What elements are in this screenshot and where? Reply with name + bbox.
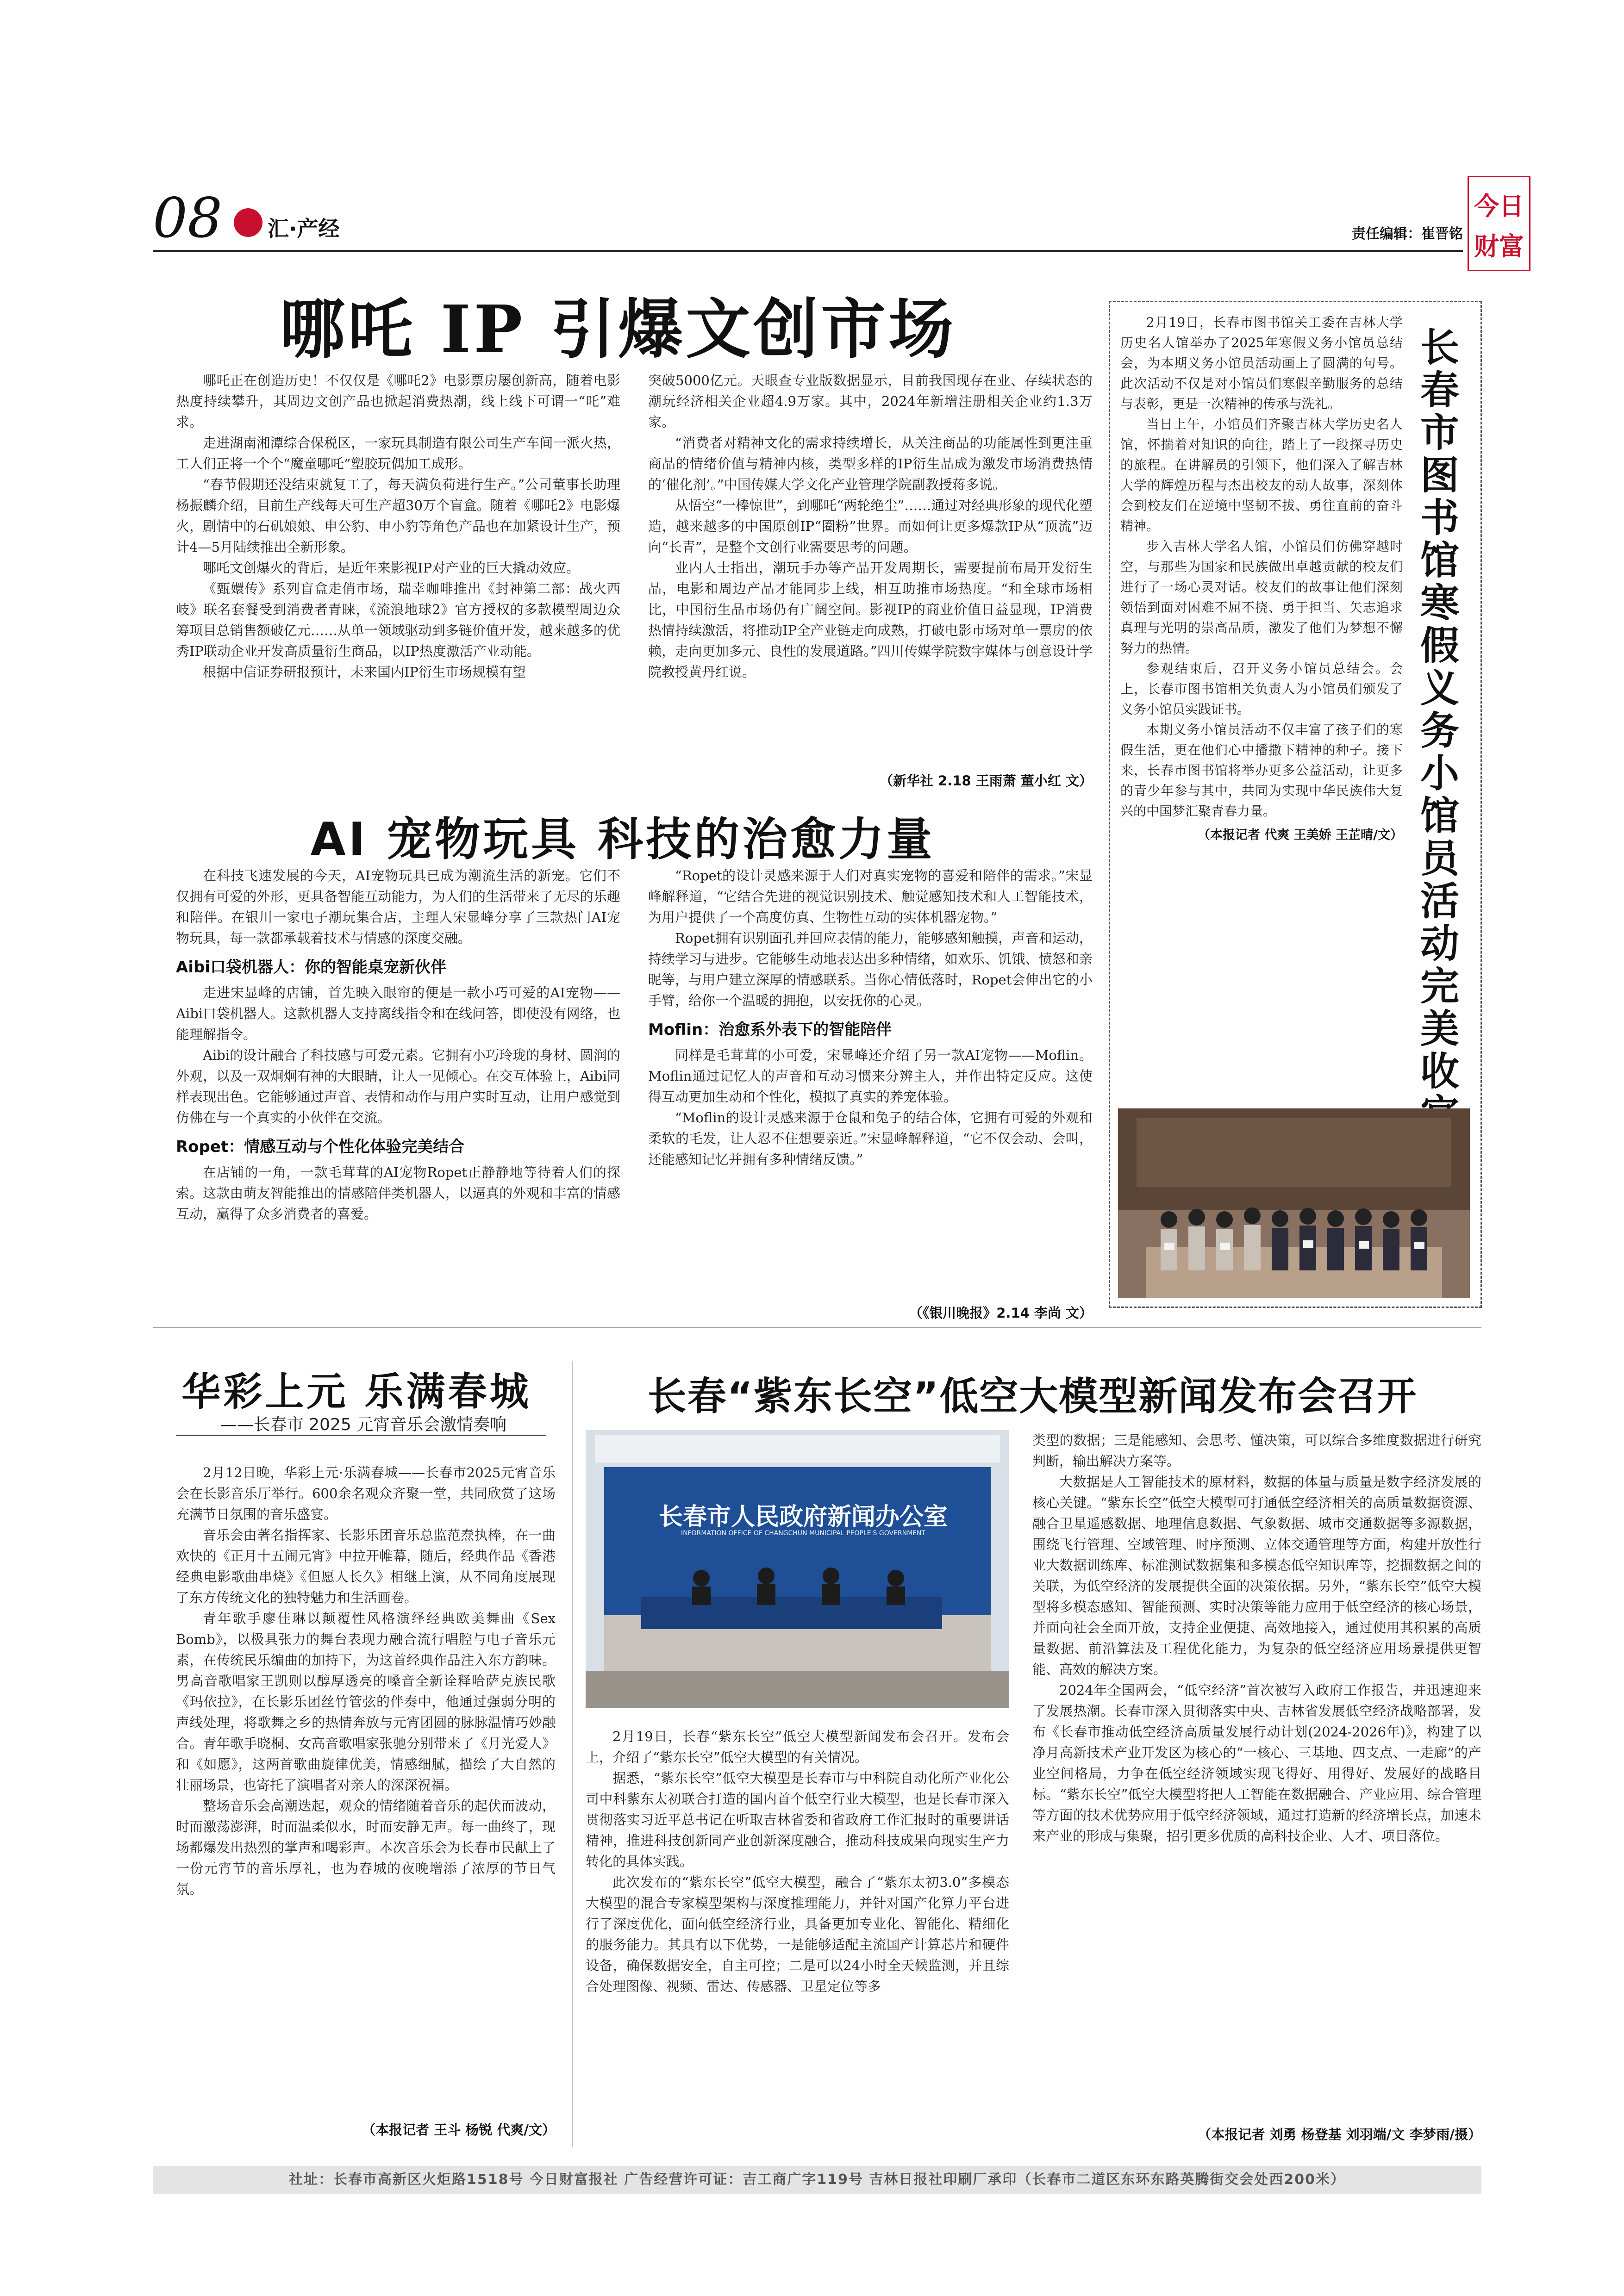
- sidebar-title-char: 收: [1420, 1049, 1459, 1094]
- press-backdrop-title: 长春市人民政府新闻办公室: [658, 1503, 948, 1531]
- paragraph: 本期义务小馆员活动不仅丰富了孩子们的寒假生活，更在他们心中播撒下精神的种子。接下来，长春市图书馆将举办更多公益活动，让更多的青少年参与其中，共同为实现中华民族伟大复兴的中国梦汇聚青春力量。: [1120, 722, 1403, 819]
- article1-title: 哪吒 IP 引爆文创市场: [280, 292, 956, 367]
- article2-subhead-2: Ropet：情感互动与个性化体验完美结合: [176, 1138, 465, 1156]
- sidebar-body: [1120, 312, 1403, 846]
- article4-col2: [1032, 1430, 1481, 1847]
- article1-col1: [176, 370, 620, 683]
- sidebar-title-char: 图: [1420, 453, 1459, 498]
- paragraph: 据悉，“紫东长空”低空大模型是长春市与中科院自动化所产业化公司中科紫东太初联合打造的国内首个低空行业大模型，也是长春市深入贯彻落实习近平总书记在听取吉林省委和省政府工作汇报时的重要讲话精神，推进科技创新同产业创新深度融合，推动科技成果向现实生产力转化的具体实践。: [586, 1770, 1009, 1869]
- paragraph: 青年歌手廖佳琳以颠覆性风格演绎经典欧美舞曲《Sex Bomb》，以极具张力的舞台表现力融合流行唱腔与电子音乐元素，在传统民乐编曲的加持下，为这首经典作品注入东方韵味。男高音歌唱家王凯则以醇厚透亮的嗓音全新诠释哈萨克族民歌《玛依拉》，在长影乐团丝竹管弦的伴奏中，他通过强弱分明的声线处理，将歌舞之乡的热情奔放与元宵团圆的脉脉温情巧妙融合。青年歌手晓桐、女高音歌唱家张驰分别带来了《月光爱人》和《如愿》，这两首歌曲旋律优美，情感细腻，描绘了大自然的壮丽场景，也寄托了演唱者对亲人的深深祝福。: [176, 1611, 556, 1793]
- sidebar-title-char: 书: [1420, 495, 1459, 541]
- paragraph: 2月19日，长春市图书馆关工委在吉林大学历史名人馆举办了2025年寒假义务小馆员总结会，为本期义务小馆员活动画上了圆满的句号。此次活动不仅是对小馆员们寒假辛勤服务的总结与表彰，更是一次精神的传承与洗礼。: [1120, 315, 1403, 411]
- paragraph: 《甄嬛传》系列盲盒走俏市场，瑞幸咖啡推出《封神第二部：战火西岐》联名套餐受到消费者青睐，《流浪地球2》官方授权的多款模型周边众筹项目总销售额破亿元……从单一领域驱动到多链价值开发，越来越多的优秀IP联动企业开发高质量衍生商品，以IP热度激活产业动能。: [176, 581, 620, 659]
- paragraph: 从悟空“一棒惊世”，到哪吒“两轮绝尘”……通过对经典形象的现代化塑造，越来越多的中国原创IP“圈粉”世界。而如何让更多爆款IP从“顶流”迈向“长青”，是整个文创行业需要思考的问题。: [648, 498, 1093, 555]
- paragraph: 此次发布的“紫东长空”低空大模型，融合了“紫东太初3.0”多模态大模型的混合专家模型架构与深度推理能力，并针对国产化算力平台进行了深度优化，面向低空经济行业，具备更加专业化、智能化、精细化的服务能力。其具有以下优势，一是能够适配主流国产计算芯片和硬件设备，确保数据安全，自主可控；二是可以24小时全天候监测，并且综合处理图像、视频、雷达、传感器、卫星定位等多: [586, 1874, 1009, 1994]
- article2-byline: （《银川晚报》2.14 李尚 文）: [909, 1305, 1093, 1321]
- article2-title: AI 宠物玩具 科技的治愈力量: [310, 813, 935, 866]
- footer-text: 社址：长春市高新区火炬路1518号 今日财富报社 广告经营许可证：吉工商广字119号 吉林日报社印刷厂承印（长春市二道区东环东路英腾街交会处西200米）: [288, 2172, 1346, 2188]
- press-photo-illustration: [586, 1430, 1009, 1708]
- paragraph: Ropet拥有识别面孔并回应表情的能力，能够感知触摸，声音和运动，持续学习与进步。它能够生动地表达出多种情绪，如欢乐、饥饿、愤怒和亲昵等，与用户建立深厚的情感联系。当你心情低落时，Ropet会伸出它的小手臂，给你一个温暖的拥抱，以安抚你的心灵。: [648, 930, 1093, 1008]
- sidebar-title-char: 动: [1420, 921, 1459, 966]
- sidebar-title-char: 义: [1420, 666, 1459, 711]
- paragraph: 哪吒文创爆火的背后，是近年来影视IP对产业的巨大撬动效应。: [203, 560, 580, 576]
- sidebar-title-char: 务: [1420, 708, 1459, 753]
- paragraph: 整场音乐会高潮迭起，观众的情绪随着音乐的起伏而波动，时而激荡澎湃，时而温柔似水，时而安静无声。每一曲终了，现场都爆发出热烈的掌声和喝彩声。本次音乐会为长春市民献上了一份元宵节的音乐厚礼，也为春城的夜晚增添了浓厚的节日气氛。: [176, 1798, 556, 1897]
- article4-col1: [586, 1726, 1009, 1997]
- press-conference-photo: [586, 1430, 1009, 1708]
- sidebar-title-char: 美: [1420, 1006, 1459, 1052]
- sidebar-title-char: 假: [1420, 623, 1459, 668]
- article1-col2: [648, 370, 1093, 683]
- sidebar-title-char: 市: [1420, 410, 1459, 455]
- article3-subtitle: ——长春市 2025 元宵音乐会激情奏响: [220, 1415, 507, 1434]
- header-rule: [153, 250, 1463, 252]
- section-logo-icon: [234, 208, 262, 237]
- paragraph: 在科技飞速发展的今天，AI宠物玩具已成为潮流生活的新宠。它们不仅拥有可爱的外形，更具备智能互动能力，为人们的生活带来了无尽的乐趣和陪伴。在银川一家电子潮玩集合店，主理人宋显峰分享了三款热门AI宠物玩具，每一款都承载着技术与情感的深度交融。: [176, 868, 620, 946]
- paragraph: 当日上午，小馆员们齐聚吉林大学历史名人馆，怀揣着对知识的向往，踏上了一段探寻历史的旅程。在讲解员的引领下，他们深入了解吉林大学的辉煌历程与杰出校友的动人故事，深刻体会到校友们在逆境中坚韧不拔、勇往直前的奋斗精神。: [1120, 417, 1403, 534]
- section-divider: [153, 1327, 1481, 1328]
- masthead-line-1: 今日: [1474, 192, 1524, 221]
- article4-title: 长春“紫东长空”低空大模型新闻发布会召开: [647, 1374, 1418, 1419]
- article2-subhead-3: Moflin：治愈系外表下的智能陪伴: [648, 1020, 892, 1039]
- article2-subhead-1: Aibi口袋机器人：你的智能桌宠新伙伴: [176, 958, 446, 977]
- paragraph: “Moflin的设计灵感来源于仓鼠和兔子的结合体，它拥有可爱的外观和柔软的毛发，让人忍不住想要亲近。”宋显峰解释道，“它不仅会动、会叫，还能感知记忆并拥有多种情绪反馈。”: [648, 1110, 1093, 1167]
- sidebar-title-char: 春: [1420, 367, 1459, 413]
- paragraph: 2024年全国两会，“低空经济”首次被写入政府工作报告，并迅速迎来了发展热潮。长春市深入贯彻落实中央、吉林省发展低空经济战略部署，发布《长春市推动低空经济高质量发展行动计划(2024-2026年)》，构建了以净月高新技术产业开发区为核心的“一核心、三基地、四支点、一走廊”的产业空间格局，力争在低空经济领域实现飞得好、用得好、发展好的战略目标。“紫东长空”低空大模型将把人工智能在数据融合、产业应用、综合管理等方面的技术优势应用于低空经济领域，通过打造新的经济增长点，加速未来产业的形成与集聚，招引更多优质的高科技企业、人才、项目落位。: [1032, 1682, 1481, 1844]
- paragraph: 哪吒正在创造历史！不仅仅是《哪吒2》电影票房屡创新高，随着电影热度持续攀升，其周边文创产品也掀起消费热潮，线上线下可谓一“吒”难求。: [176, 373, 620, 430]
- paragraph: “春节假期还没结束就复工了，每天满负荷进行生产。”公司董事长助理杨振麟介绍，目前生产线每天可生产超30万个盲盒。随着《哪吒2》电影爆火，剧情中的石矶娘娘、申公豹、申小豹等角色产品也在加紧设计生产，预计4—5月陆续推出全新形象。: [176, 477, 620, 555]
- page-number: 08: [153, 186, 223, 250]
- paragraph: 根据中信证券研报预计，未来国内IP衍生市场规模有望: [203, 664, 526, 680]
- sidebar-title-char: 完: [1420, 964, 1459, 1009]
- paragraph: 音乐会由著名指挥家、长影乐团音乐总监范焘执棒，在一曲欢快的《正月十五闹元宵》中拉开帷幕，随后，经典作品《香港经典电影歌曲串烧》《但愿人长久》相继上演，从不同角度展现了东方传统文化的独特魅力和生活画卷。: [176, 1527, 556, 1605]
- library-group-photo: [1118, 1108, 1470, 1298]
- paragraph: 2月19日，长春“紫东长空”低空大模型新闻发布会召开。发布会上，介绍了“紫东长空”低空大模型的有关情况。: [586, 1729, 1009, 1765]
- paragraph: 2月12日晚，华彩上元·乐满春城——长春市2025元宵音乐会在长影音乐厅举行。600余名观众齐聚一堂，共同欣赏了这场充满节日氛围的音乐盛宴。: [176, 1465, 556, 1522]
- sidebar-title-char: 寒: [1420, 580, 1459, 626]
- article3-body: [176, 1462, 556, 1900]
- paragraph: 步入吉林大学名人馆，小馆员们仿佛穿越时空，与那些为国家和民族做出卓越贡献的校友们进行了一场心灵对话。校友们的故事让他们深刻领悟到面对困难不屈不挠、勇于担当、矢志追求真理与光明的崇高品质，激发了他们为梦想不懈努力的热情。: [1120, 539, 1403, 656]
- sidebar-title-char: 活: [1420, 878, 1459, 924]
- paragraph: 类型的数据；三是能感知、会思考、懂决策，可以综合多维度数据进行研究判断，输出解决方案等。: [1032, 1432, 1481, 1469]
- sidebar-title-char: 员: [1420, 836, 1459, 881]
- article2-col2: [648, 865, 1093, 1170]
- sidebar-title: [1412, 326, 1468, 1135]
- section-name: 汇·产经: [268, 216, 340, 241]
- article3-title: 华彩上元 乐满春城: [181, 1369, 531, 1414]
- footer-bar: [153, 2166, 1481, 2194]
- sidebar-title-char: 长: [1420, 325, 1459, 370]
- article3-underline: [176, 1435, 546, 1436]
- paragraph: “消费者对精神文化的需求持续增长，从关注商品的功能属性到更注重商品的情绪价值与精神内核，类型多样的IP衍生品成为激发市场消费热情的‘催化剂’。”中国传媒大学文化产业管理学院副教授蒋多说。: [648, 435, 1093, 492]
- paragraph: “Ropet的设计灵感来源于人们对真实宠物的喜爱和陪伴的需求。”宋显峰解释道，“它结合先进的视觉识别技术、触觉感知技术和人工智能技术，为用户提供了一个高度仿真、生物性互动的实体机器宠物。”: [648, 868, 1093, 925]
- masthead-line-2: 财富: [1474, 232, 1524, 261]
- library-photo-illustration: [1118, 1108, 1470, 1298]
- masthead-logo: [1468, 176, 1530, 271]
- paragraph: 同样是毛茸茸的小可爱，宋显峰还介绍了另一款AI宠物——Moflin。Moflin通过记忆人的声音和互动习惯来分辨主人，并作出特定反应。这使得互动更加生动和个性化，模拟了真实的养宠体验。: [648, 1047, 1093, 1105]
- paragraph: 突破5000亿元。天眼查专业版数据显示，目前我国现存在业、存续状态的潮玩经济相关企业超4.9万家。其中，2024年新增注册相关企业约1.3万家。: [648, 373, 1093, 430]
- paragraph: 大数据是人工智能技术的原材料，数据的体量与质量是数字经济发展的核心关键。“紫东长空”低空大模型可打通低空经济相关的高质量数据资源、融合卫星遥感数据、地理信息数据、气象数据、城市交通数据等多源数据，围绕飞行管理、空域管理、时序预测、立体交通管理等方面，构建开放性行业大数据训练库、标准测试数据集和多模态低空知识库等，挖掘数据之间的关联，为低空经济的发展提供全面的决策依据。另外，“紫东长空”低空大模型将多模态感知、智能预测、实时决策等能力应用于低空经济的核心场景，并面向社会全面开放，支持企业便捷、高效地接入，通过使用其积累的高质量数据、前沿算法及工程优化能力，为复杂的低空经济应用场景提供更智能、高效的解决方案。: [1032, 1474, 1481, 1677]
- paragraph: 业内人士指出，潮玩手办等产品开发周期长，需要提前布局开发衍生品，电影和周边产品才能同步上线，相互助推市场热度。“和全球市场相比，中国衍生品市场仍有广阔空间。影视IP的商业价值日益显现，IP消费热情持续激活，将推动IP全产业链走向成熟，打破电影市场对单一票房的依赖，走向更加多元、良性的发展道路。”四川传媒学院数字媒体与创意设计学院教授黄丹红说。: [648, 560, 1093, 680]
- sidebar-title-char: 馆: [1420, 793, 1459, 839]
- article1-byline: （新华社 2.18 王雨萧 董小红 文）: [880, 773, 1093, 789]
- column-separator: [572, 1361, 573, 2147]
- article2-col1: [176, 865, 620, 1225]
- sidebar-byline: （本报记者 代爽 王美娇 王芷晴/文）: [1197, 828, 1403, 842]
- paragraph: 走进宋显峰的店铺，首先映入眼帘的便是一款小巧可爱的AI宠物——Aibi口袋机器人。这款机器人支持离线指令和在线问答，即使没有网络，也能理解指令。: [176, 985, 620, 1042]
- paragraph: 在店铺的一角，一款毛茸茸的AI宠物Ropet正静静地等待着人们的探索。这款由萌友智能推出的情感陪伴类机器人，以逼真的外观和丰富的情感互动，赢得了众多消费者的喜爱。: [176, 1164, 620, 1222]
- paragraph: Aibi的设计融合了科技感与可爱元素。它拥有小巧玲珑的身材、圆润的外观，以及一双炯炯有神的大眼睛，让人一见倾心。在交互体验上，Aibi同样表现出色。它能够通过声音、表情和动作与用户实时互动，让用户感觉到仿佛在与一个真实的小伙伴在交流。: [176, 1047, 620, 1126]
- sidebar-title-char: 小: [1420, 751, 1459, 796]
- press-backdrop-subtitle: INFORMATION OFFICE OF CHANGCHUN MUNICIPAL PEOPLE'S GOVERNMENT: [681, 1530, 926, 1537]
- editor-credit: 责任编辑：崔晋铭: [1352, 226, 1463, 242]
- paragraph: 参观结束后，召开义务小馆员总结会。会上，长春市图书馆相关负责人为小馆员们颁发了义务小馆员实践证书。: [1120, 661, 1403, 717]
- paragraph: 走进湖南湘潭综合保税区，一家玩具制造有限公司生产车间一派火热，工人们正将一个个“魔童哪吒”塑胶玩偶加工成形。: [176, 435, 620, 472]
- article4-byline: （本报记者 刘勇 杨登基 刘羽端/文 李梦雨/摄）: [1198, 2127, 1481, 2142]
- article3-byline: （本报记者 王斗 杨锐 代爽/文）: [362, 2122, 556, 2138]
- sidebar-title-char: 馆: [1420, 538, 1459, 583]
- page-header: [153, 186, 1463, 255]
